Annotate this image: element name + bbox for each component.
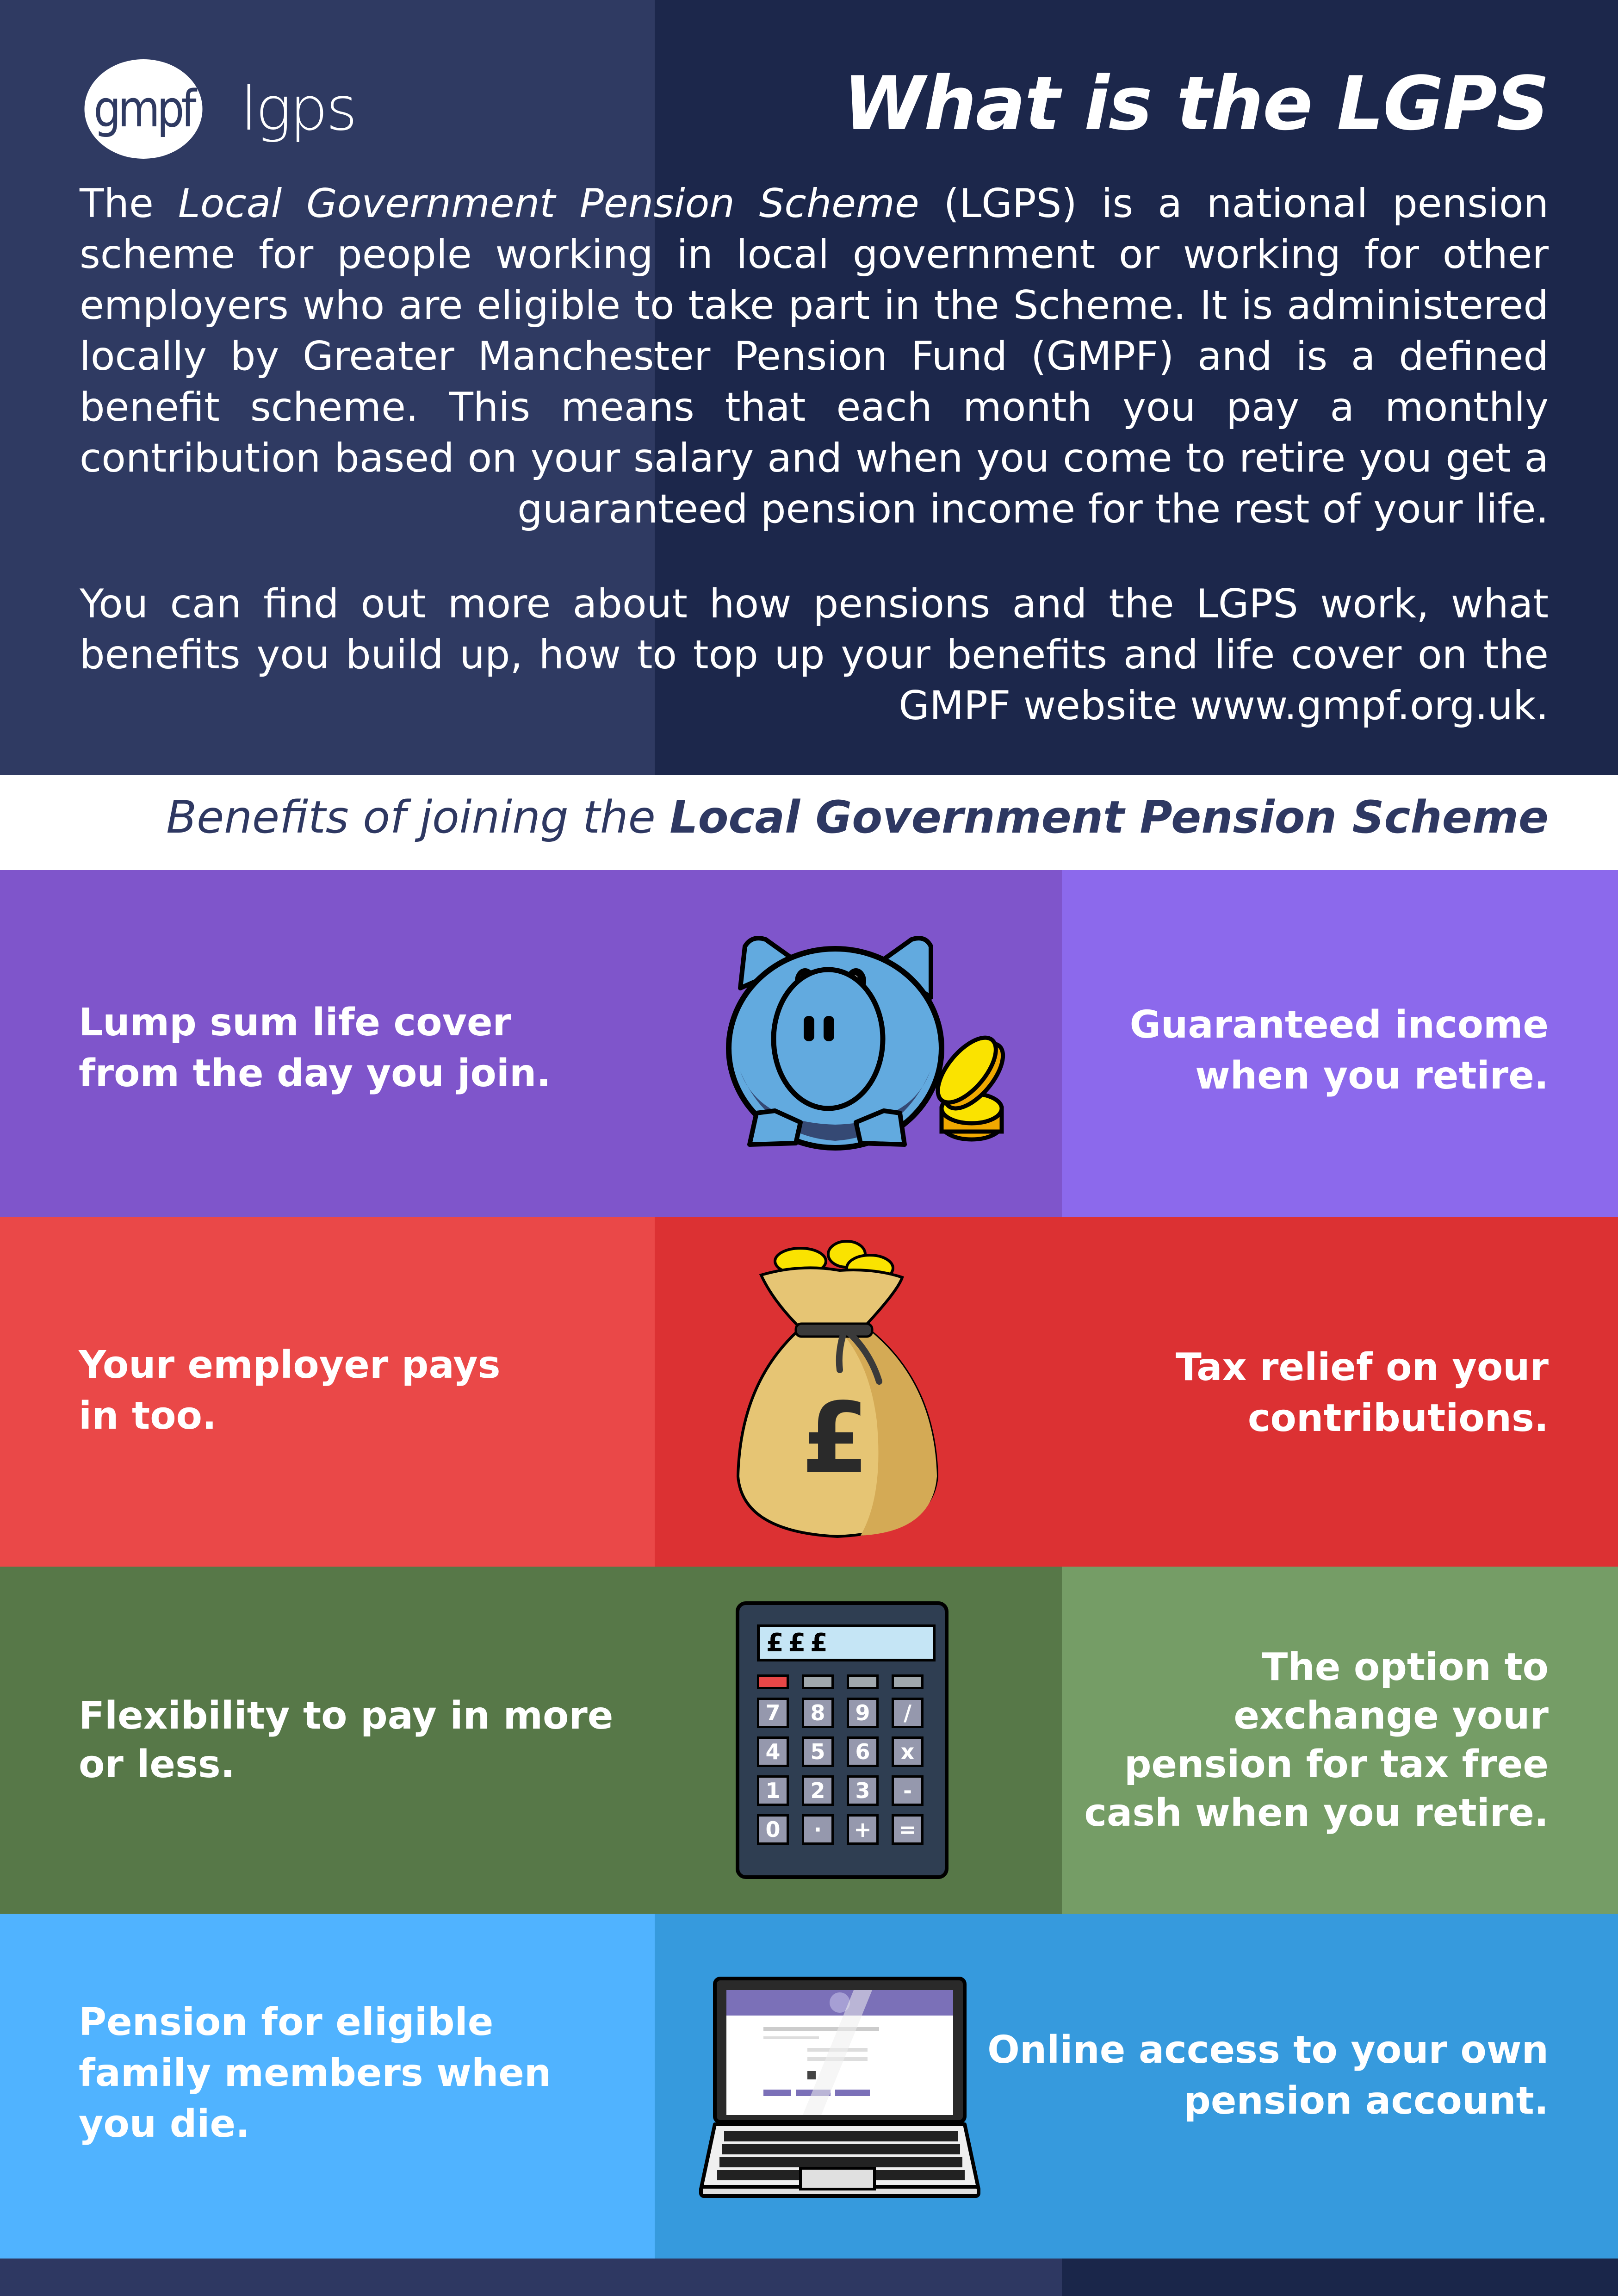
- lgps-logo-text: lgps: [241, 74, 356, 144]
- benefit-line: Your employer pays: [79, 1343, 501, 1387]
- gmpf-logo-badge: [85, 59, 203, 159]
- benefit-line: contributions.: [1247, 1396, 1549, 1440]
- calculator-key: +: [847, 1814, 879, 1845]
- intro-prefix: The: [80, 180, 178, 227]
- calculator-key: 0: [757, 1814, 789, 1845]
- benefit-line: in too.: [79, 1394, 217, 1438]
- benefit-line: you die.: [79, 2102, 250, 2146]
- intro-suffix: (LGPS) is a national pension scheme for people working in local government or working for other employers who are eligible to take part in the Scheme. It is administered locally by Greater Manchester Pension Fund (GMPF) and is a defined benefit scheme. This means that each month you pay a monthly contribution based on your salary and when you come to retire you get a guaranteed pension income for the rest of your life.: [80, 180, 1549, 532]
- calculator-icon: [736, 1601, 948, 1879]
- calculator-key: 2: [802, 1775, 834, 1806]
- benefit-line: exchange your: [1234, 1694, 1549, 1738]
- benefit-online-access: [987, 2025, 1549, 2127]
- benefit-line: from the day you join.: [79, 1052, 551, 1095]
- intro-paragraph-1: [80, 178, 1549, 535]
- benefit-guaranteed-income: [1130, 1000, 1549, 1101]
- calculator-key: 8: [802, 1698, 834, 1728]
- calculator-key: 4: [757, 1736, 789, 1767]
- benefit-life-cover: [79, 997, 551, 1099]
- calculator-key: x: [892, 1736, 924, 1767]
- page-title: What is the LGPS: [843, 60, 1549, 147]
- laptop-icon: [696, 1969, 988, 2205]
- calculator-key: -: [892, 1775, 924, 1806]
- benefit-tax-free-cash: [1084, 1643, 1549, 1837]
- footer-left-panel: [0, 2259, 1062, 2296]
- benefits-heading-prefix: Benefits of joining the: [166, 791, 670, 843]
- benefit-line: Guaranteed income: [1129, 1003, 1549, 1047]
- calculator-key: 9: [847, 1698, 879, 1728]
- benefit-line: family members when: [79, 2051, 552, 2095]
- benefit-line: or less.: [79, 1742, 235, 1786]
- benefit-line: cash when you retire.: [1084, 1791, 1549, 1835]
- benefit-line: The option to: [1262, 1645, 1549, 1689]
- calculator-key: ·: [802, 1814, 834, 1845]
- intro-emphasis: Local Government Pension Scheme: [178, 180, 919, 227]
- calculator-function-keys: [757, 1674, 924, 1689]
- intro-paragraph-2: You can find out more about how pensions and the LGPS work, what benefits you build up, how to top up your benefits and life cover on the GMPF website www.gmpf.org.uk.: [80, 581, 1549, 729]
- calculator-key: /: [892, 1698, 924, 1728]
- calculator-key: 7: [757, 1698, 789, 1728]
- calculator-key: 3: [847, 1775, 879, 1806]
- calculator-key: 5: [802, 1736, 834, 1767]
- benefit-line: Tax relief on your: [1175, 1345, 1549, 1389]
- calculator-key: 6: [847, 1736, 879, 1767]
- benefit-line: Online access to your own: [987, 2028, 1549, 2072]
- benefit-flexibility: [79, 1692, 613, 1789]
- benefit-family-pension: [79, 1997, 551, 2150]
- benefit-line: Pension for eligible: [79, 2000, 494, 2044]
- benefit-line: pension for tax free: [1124, 1742, 1549, 1786]
- benefit-line: when you retire.: [1195, 1054, 1549, 1098]
- money-bag-icon: [722, 1236, 953, 1546]
- calculator-key: =: [892, 1814, 924, 1845]
- benefit-employer-pays: [79, 1340, 501, 1442]
- logo: [74, 56, 398, 162]
- gmpf-logo-text: gmpf: [93, 79, 193, 138]
- benefits-heading-emphasis: Local Government Pension Scheme: [670, 791, 1549, 843]
- benefits-heading: [166, 791, 1549, 843]
- svg-text:£: £: [801, 1381, 869, 1495]
- calculator-display: £££: [757, 1624, 936, 1661]
- intro-text: [80, 178, 1549, 775]
- piggy-bank-icon: [713, 919, 1027, 1169]
- benefit-tax-relief: [1176, 1342, 1549, 1444]
- benefit-line: Lump sum life cover: [79, 1001, 511, 1045]
- calculator-key: 1: [757, 1775, 789, 1806]
- benefit-line: Flexibility to pay in more: [79, 1694, 614, 1738]
- benefit-line: pension account.: [1184, 2079, 1549, 2123]
- calculator-keypad: [757, 1698, 924, 1845]
- footer-right-panel: [1062, 2259, 1618, 2296]
